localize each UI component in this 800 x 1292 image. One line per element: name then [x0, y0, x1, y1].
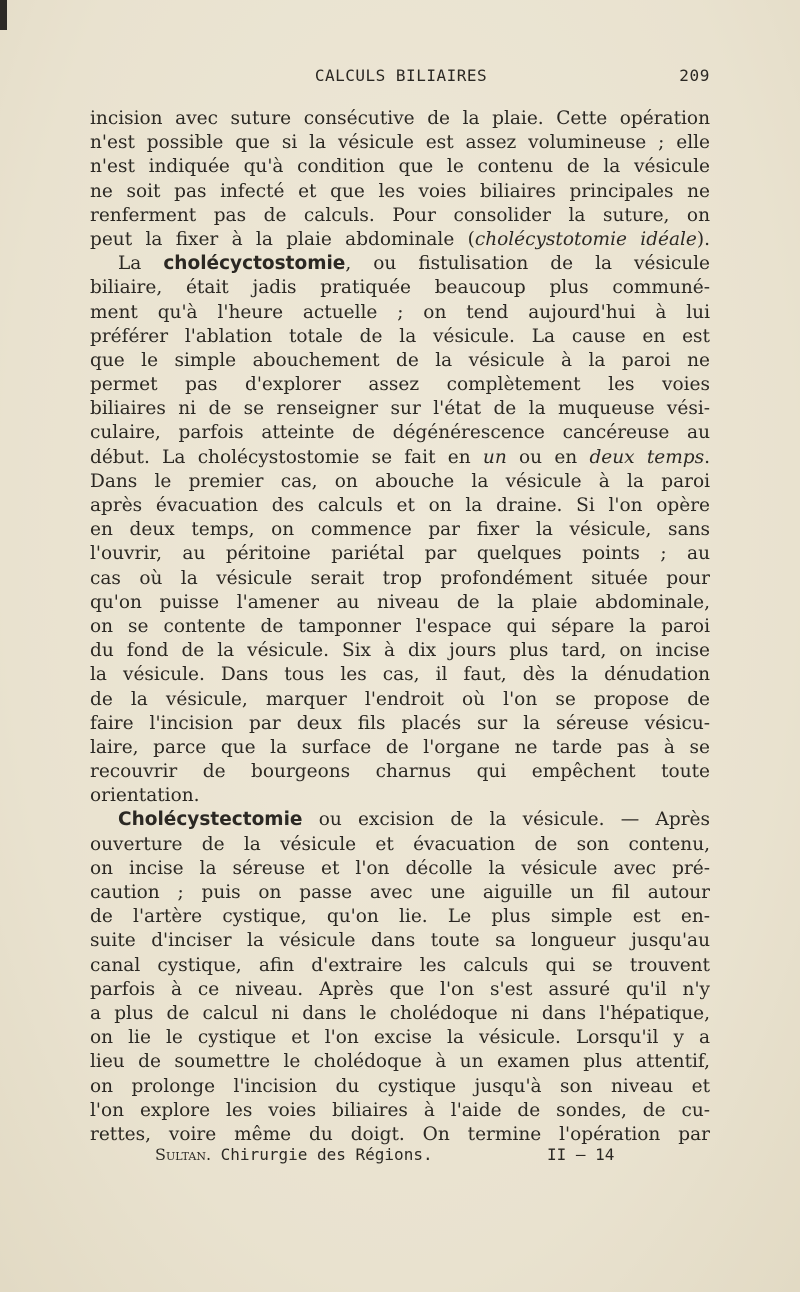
text-line: que le simple abouchement de la vésicule à la paroi ne [90, 349, 710, 371]
text-fragment: ou excision de la vésicule. — Après [302, 809, 710, 831]
italic-term: cholécystotomie idéale [474, 228, 697, 250]
text-line: caution ; puis on passe avec une aiguille un fil autour [90, 882, 710, 903]
bold-heading-term: Cholécystectomie [118, 809, 303, 831]
text-line: biliaire, était jadis pratiquée beaucoup plus communé- [90, 277, 710, 299]
text-line: n'est indiquée qu'à condition que le contenu de la vésicule [90, 156, 710, 178]
page-footer [155, 1145, 655, 1169]
paragraph-start [90, 252, 710, 276]
text-fragment: ). [696, 228, 710, 250]
italic-term: deux temps [589, 446, 705, 468]
text-line: lieu de soumettre le cholédoque à un examen plus attentif, [90, 1051, 710, 1073]
text-line: préférer l'ablation totale de la vésicule. La cause en est [90, 325, 710, 347]
text-line: canal cystique, afin d'extraire les calculs qui se trouvent [90, 954, 710, 976]
text-line: faire l'incision par deux fils placés sur la séreuse vésicu- [90, 712, 710, 734]
text-line: ouverture de la vésicule et évacuation de son contenu, [90, 833, 710, 855]
text-line: de la vésicule, marquer l'endroit où l'on se propose de [90, 688, 710, 710]
footer-author: Sultan. [155, 1145, 212, 1164]
text-line: suite d'inciser la vésicule dans toute sa longueur jusqu'au [90, 930, 710, 952]
footer-book-title: Chirurgie des Régions. [211, 1145, 433, 1164]
text-line: renferment pas de calculs. Pour consolider la suture, on [90, 204, 710, 226]
text-line: on lie le cystique et l'on excise la vésicule. Lorsqu'il y a [90, 1027, 710, 1049]
italic-term: un [482, 446, 507, 468]
text-fragment: . [704, 446, 710, 468]
page-number: 209 [679, 66, 710, 85]
paragraph-start [90, 808, 710, 832]
text-line: du fond de la vésicule. Six à dix jours plus tard, on incise [90, 640, 710, 662]
text-line: cas où la vésicule serait trop profondément située pour [90, 567, 710, 589]
text-line: laire, parce que la surface de l'organe ne tarde pas à se [90, 736, 710, 758]
body-text [90, 107, 710, 1147]
footer-signature: II — 14 [547, 1145, 615, 1164]
text-line: a plus de calcul ni dans le cholédoque ni dans l'hépatique, [90, 1002, 710, 1024]
text-line: la vésicule. Dans tous les cas, il faut, dès la dénudation [90, 664, 710, 686]
text-fragment: ou en [506, 446, 590, 468]
text-line: de l'artère cystique, qu'on lie. Le plus simple est en- [90, 906, 710, 928]
text-fragment: , ou fistulisation de la vésicule [345, 253, 710, 275]
text-line: permet pas d'explorer assez complètement les voies [90, 374, 710, 396]
text-line: on prolonge l'incision du cystique jusqu'à son niveau et [90, 1075, 710, 1097]
text-fragment: La [118, 253, 164, 275]
text-fragment: début. La cholécystostomie se fait en [90, 446, 483, 468]
text-line: après évacuation des calculs et on la draine. Si l'on opère [90, 495, 710, 516]
bold-heading-term: cholécyctostomie [163, 253, 346, 275]
text-fragment: peut la fixer à la plaie abdominale ( [90, 228, 475, 250]
text-line: l'on explore les voies biliaires à l'aide de sondes, de cu- [90, 1099, 710, 1121]
text-line: on se contente de tamponner l'espace qui sépare la paroi [90, 615, 710, 637]
page-edge-mark [0, 0, 7, 30]
text-line: on incise la séreuse et l'on décolle la vésicule avec pré- [90, 857, 710, 879]
text-line: l'ouvrir, au péritoine pariétal par quelques points ; au [90, 543, 710, 565]
text-line: en deux temps, on commence par fixer la vésicule, sans [90, 519, 710, 541]
text-line [90, 228, 710, 252]
text-line: ne soit pas infecté et que les voies biliaires principales ne [90, 180, 710, 202]
text-line: Dans le premier cas, on abouche la vésicule à la paroi [90, 470, 710, 492]
text-line [90, 446, 710, 470]
text-line: parfois à ce niveau. Après que l'on s'est assuré qu'il n'y [90, 978, 710, 1000]
text-line: incision avec suture consécutive de la plaie. Cette opération [90, 108, 710, 129]
text-line: ment qu'à l'heure actuelle ; on tend aujourd'hui à lui [90, 301, 710, 323]
text-line: recouvrir de bourgeons charnus qui empêchent toute [90, 761, 710, 783]
text-line: orientation. [90, 785, 200, 807]
text-line: culaire, parfois atteinte de dégénérescence cancéreuse au [90, 422, 710, 444]
text-line: biliaires ni de se renseigner sur l'état de la muqueuse vési- [90, 398, 710, 420]
running-title: CALCULS BILIAIRES [314, 66, 488, 85]
text-line: qu'on puisse l'amener au niveau de la plaie abdominale, [90, 591, 710, 613]
text-line: rettes, voire même du doigt. On termine l'opération par [90, 1123, 710, 1145]
page-header [92, 66, 710, 90]
text-line: n'est possible que si la vésicule est assez volumineuse ; elle [90, 132, 710, 154]
